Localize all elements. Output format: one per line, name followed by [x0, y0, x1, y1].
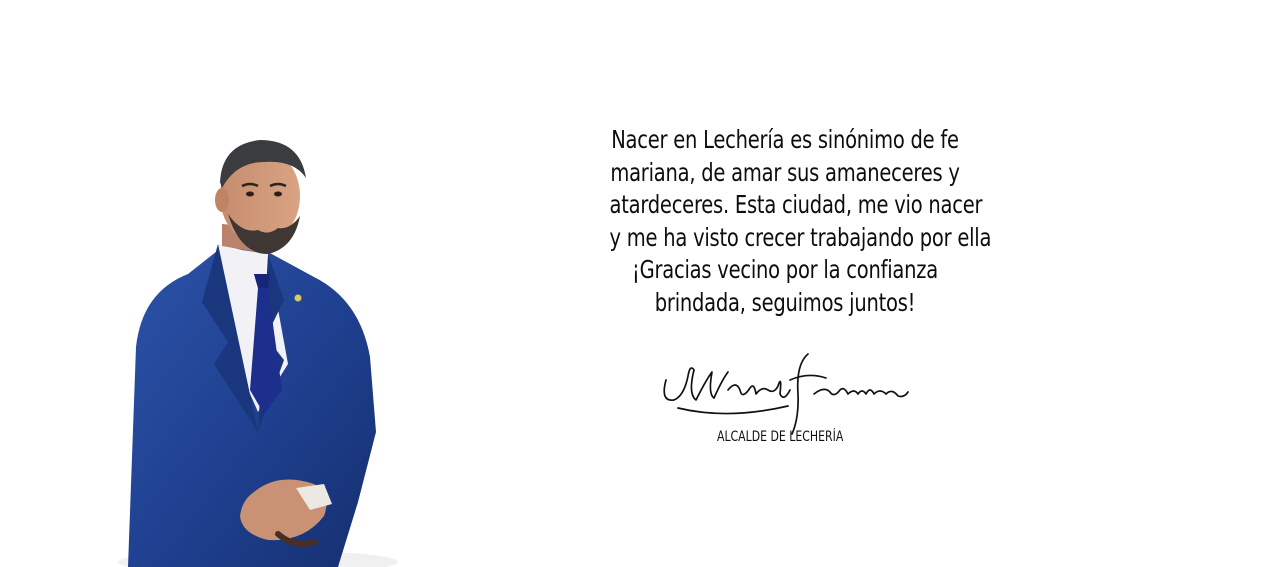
quote-line: Nacer en Lechería es sinónimo de fe	[611, 125, 959, 154]
quote-line: ¡Gracias vecino por la confianza	[632, 255, 938, 284]
mayor-quote	[609, 124, 992, 319]
quote-line: mariana, de amar sus amaneceres y	[610, 157, 960, 187]
quote-line: atardeceres. Esta ciudad, me vio nacer	[609, 190, 983, 219]
quote-line: y me ha visto crecer trabajando por ella	[609, 222, 992, 252]
quote-line: brindada, seguimos juntos!	[654, 287, 916, 317]
mayor-portrait	[118, 132, 398, 567]
mayor-title: ALCALDE DE LECHERÍA	[717, 429, 844, 445]
handwritten-signature	[658, 350, 910, 436]
